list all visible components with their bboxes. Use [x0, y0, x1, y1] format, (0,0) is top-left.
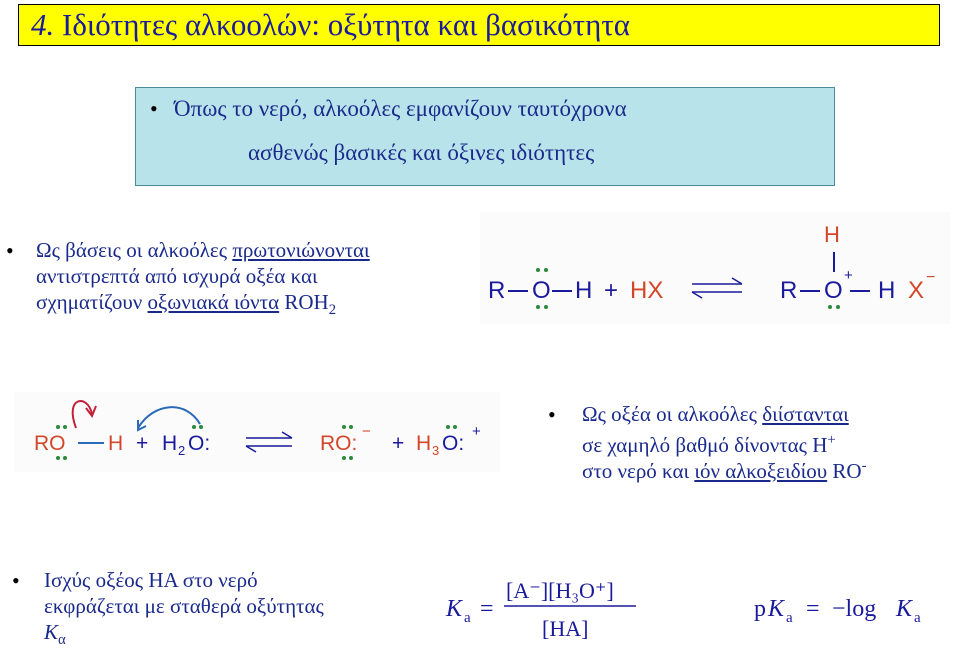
ka-expression: [440, 568, 640, 644]
ka-denominator: [HA]: [542, 616, 589, 641]
pka-K2: K: [896, 596, 913, 622]
lone-pair-dot: [342, 456, 346, 460]
pka-a2: a: [914, 610, 921, 626]
ka-equals: =: [480, 596, 494, 622]
rxn1-plus-charge: +: [844, 267, 853, 284]
rxn1-R: R: [488, 277, 506, 304]
rxn2-minus: −: [362, 423, 371, 440]
rxn1-Htop: H: [824, 222, 840, 247]
strength-line-2: εκφράζεται με σταθερά οξύτητας: [44, 594, 324, 618]
basicity-line-3: σχηματίζουν οξωνιακά ιόντα $ROH_2$: [36, 290, 337, 319]
lone-pair-dot: [544, 268, 548, 272]
lone-pair-dot: [349, 456, 353, 460]
ka-a: a: [464, 610, 471, 626]
rxn2-H2O-O: O:: [188, 432, 211, 455]
slide-title: [18, 4, 940, 46]
ka-K: K: [446, 596, 463, 622]
pka-log: −log: [832, 596, 877, 622]
pka-a: a: [786, 610, 793, 626]
ka-numerator: [A⁻][H₃O⁺]: [506, 578, 614, 603]
acidity-line-1: Ως οξέα οι αλκοόλες διίστανται: [582, 402, 849, 426]
rxn1-plus: +: [604, 277, 619, 304]
acidity-line-3: στο νερό και ιόν αλκοξειδίου RO-: [582, 458, 867, 483]
rxn2-plus-2: +: [392, 432, 405, 455]
rxn2-H3O-H: H: [416, 432, 432, 455]
lone-pair-dot: [192, 425, 196, 429]
rxn2-H: H: [108, 432, 124, 455]
rxn2-H2O-H: H: [162, 432, 178, 455]
rxn2-H3O-O: O:: [442, 432, 465, 455]
rxn2-plus-charge: +: [472, 423, 481, 440]
basicity-line-1: Ως βάσεις οι αλκοόλες πρωτονιώνονται: [36, 238, 370, 262]
rxn1-O2: O: [824, 277, 843, 304]
pka-p: p: [754, 596, 766, 622]
strength-line-3: $K_\alpha$: [44, 620, 66, 649]
figure-background: [480, 212, 950, 324]
lone-pair-dot: [446, 425, 450, 429]
bullet-icon: •: [6, 238, 14, 263]
rxn1-H: H: [575, 277, 593, 304]
lone-pair-dot: [453, 425, 457, 429]
lone-pair-dot: [342, 425, 346, 429]
rxn2-H3O-sub: 3: [432, 443, 440, 458]
rxn1-R2: R: [780, 277, 798, 304]
lone-pair-dot: [349, 425, 353, 429]
lone-pair-dot: [199, 425, 203, 429]
title-text: Ιδιότητες αλκοολών: οξύτητα και βασικότητα: [62, 7, 631, 42]
pka-K: K: [768, 596, 785, 622]
summary-line-2: ασθενώς βασικές και όξινες ιδιότητες: [248, 140, 595, 165]
lone-pair-dot: [836, 305, 840, 309]
rxn1-H2: H: [878, 277, 896, 304]
summary-box: [135, 87, 835, 186]
bullet-icon: •: [12, 568, 20, 593]
pka-equals: =: [806, 596, 820, 622]
lone-pair-dot: [536, 305, 540, 309]
lone-pair-dot: [536, 268, 540, 272]
rxn1-HX: HX: [630, 277, 664, 304]
lone-pair-dot: [56, 456, 60, 460]
lone-pair-dot: [63, 425, 67, 429]
rxn2-plus: +: [136, 432, 149, 455]
rxn1-O: O: [532, 277, 551, 304]
acidity-line-2: σε χαμηλό βαθμό δίνοντας Η+: [582, 432, 836, 457]
strength-line-1: Ισχύς οξέος ΗΑ στο νερό: [44, 568, 258, 592]
summary-line-1: Όπως το νερό, αλκοόλες εμφανίζουν ταυτόχρονα: [174, 96, 627, 121]
bullet-icon: •: [548, 402, 556, 427]
lone-pair-dot: [544, 305, 548, 309]
rxn2-H2O-sub: 2: [178, 443, 186, 458]
lone-pair-dot: [56, 425, 60, 429]
rxn2-RO-2: RO:: [320, 432, 358, 455]
bullet-icon: •: [150, 96, 158, 121]
rxn1-minus-charge: −: [926, 269, 936, 286]
lone-pair-dot: [828, 305, 832, 309]
basicity-line-2: αντιστρεπτά από ισχυρά οξέα και: [36, 264, 318, 288]
protonation-reaction-figure: [480, 212, 950, 324]
pka-expression: [750, 584, 950, 630]
rxn1-X: X: [908, 277, 925, 304]
lone-pair-dot: [63, 456, 67, 460]
rxn2-RO: RO: [34, 432, 66, 455]
dissociation-reaction-figure: [14, 392, 500, 472]
title-number: 4.: [31, 7, 55, 42]
